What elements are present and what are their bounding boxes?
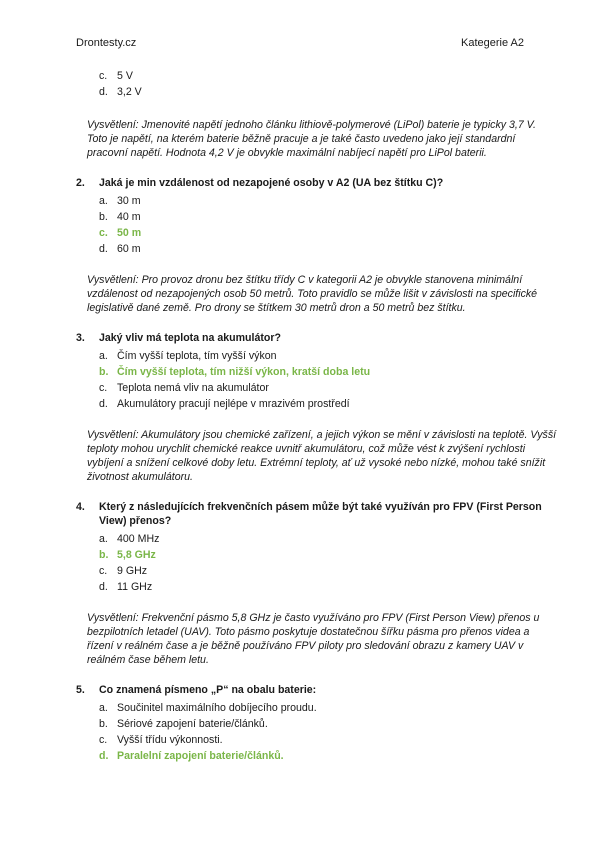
answer-text: 3,2 V — [117, 86, 142, 98]
question-1-continued — [76, 68, 564, 160]
answer-options — [76, 531, 564, 595]
category-label: Kategerie A2 — [461, 37, 524, 49]
explanation: Vysvětlení: Frekvenční pásmo 5,8 GHz je často využíváno pro FPV (First Person View) přenos u bezpilotních letadel (UAV). Toto pásmo poskytuje dostatečnou šířku pásma pro přenos videa a řízení v reálném čase a je běžně používáno FPV piloty pro sledování obrazu z kamery UAV v reálném čase během letu. — [87, 612, 540, 666]
answer-option: d. 60 m — [99, 243, 141, 255]
answer-option: a. 30 m — [99, 195, 141, 207]
question-title: 2. Jaká je min vzdálenost od nezapojené osoby v A2 (UA bez štítku C)? — [76, 177, 444, 189]
question-4 — [76, 500, 564, 667]
answer-option: d. Akumulátory pracují nejlépe v mrazivém prostředí — [99, 398, 350, 410]
answer-option: d. 11 GHz — [99, 581, 153, 593]
answer-options — [76, 68, 564, 100]
page-header — [76, 36, 524, 52]
question-title: 4. Který z následujících frekvenčních pásem může být také využíván pro FPV (First Person View) přenos? — [76, 501, 542, 527]
answer-option: b. 40 m — [99, 211, 141, 223]
correct-answer-option: b. 5,8 GHz — [99, 549, 156, 561]
answer-option: c. 5 V — [99, 70, 133, 82]
answer-options — [76, 700, 564, 764]
question-title: 5. Co znamená písmeno „P“ na obalu baterie: — [76, 684, 317, 696]
question-3 — [76, 331, 564, 484]
correct-answer-option: d. Paralelní zapojení baterie/článků. — [99, 750, 284, 762]
correct-answer-option: b. Čím vyšší teplota, tím nižší výkon, kratší doba letu — [99, 366, 371, 378]
answer-option: a. 400 MHz — [99, 533, 160, 545]
explanation: Vysvětlení: Akumulátory jsou chemické zařízení, a jejich výkon se mění v závislosti na teplotě. Vyšší teploty mohou urychlit chemické reakce uvnitř akumulátoru, což může vést k zvýšení rychlosti vybíjení a snížení celkové doby letu. Extrémní teploty, ať už vysoké nebo nízké, mohou také snížit životnost akumulátoru. — [87, 429, 557, 483]
answer-option: a. Čím vyšší teplota, tím vyšší výkon — [99, 350, 277, 362]
explanation: Vysvětlení: Pro provoz dronu bez štítku třídy C v kategorii A2 je obvykle stanovena minimální vzdálenost od nezapojených osob 50 metrů. Toto pravidlo se může lišit v závislosti na specifické legislativě dané země. Pro drony se štítkem 30 metrů dron a 50 metrů bez štítku. — [87, 274, 538, 314]
question-title: 3. Jaký vliv má teplota na akumulátor? — [76, 332, 281, 344]
question-5 — [76, 683, 564, 764]
answer-options — [76, 193, 564, 257]
question-2 — [76, 176, 564, 315]
answer-options — [76, 348, 564, 412]
answer-text: 5 V — [117, 70, 133, 82]
site-name: Drontesty.cz — [76, 37, 137, 49]
answer-option: c. 9 GHz — [99, 565, 148, 577]
answer-option: a. Součinitel maximálního dobíjecího proudu. — [99, 702, 317, 714]
explanation: Vysvětlení: Jmenovité napětí jednoho článku lithiově-polymerové (LiPol) baterie je typicky 3,7 V. Toto je napětí, na kterém baterie běžně pracuje a je také často uvedeno jako její standardní pracovní napětí. Hodnota 4,2 V je obvykle maximální nabíjecí napětí pro LiPol baterii. — [87, 119, 536, 159]
quiz-content — [76, 68, 564, 764]
correct-answer-option: c. 50 m — [99, 227, 142, 239]
answer-option: b. Sériové zapojení baterie/článků. — [99, 718, 268, 730]
answer-option: c. Teplota nemá vliv na akumulátor — [99, 382, 269, 394]
answer-option: c. Vyšší třídu výkonnosti. — [99, 734, 223, 746]
answer-option: d. 3,2 V — [99, 86, 142, 98]
